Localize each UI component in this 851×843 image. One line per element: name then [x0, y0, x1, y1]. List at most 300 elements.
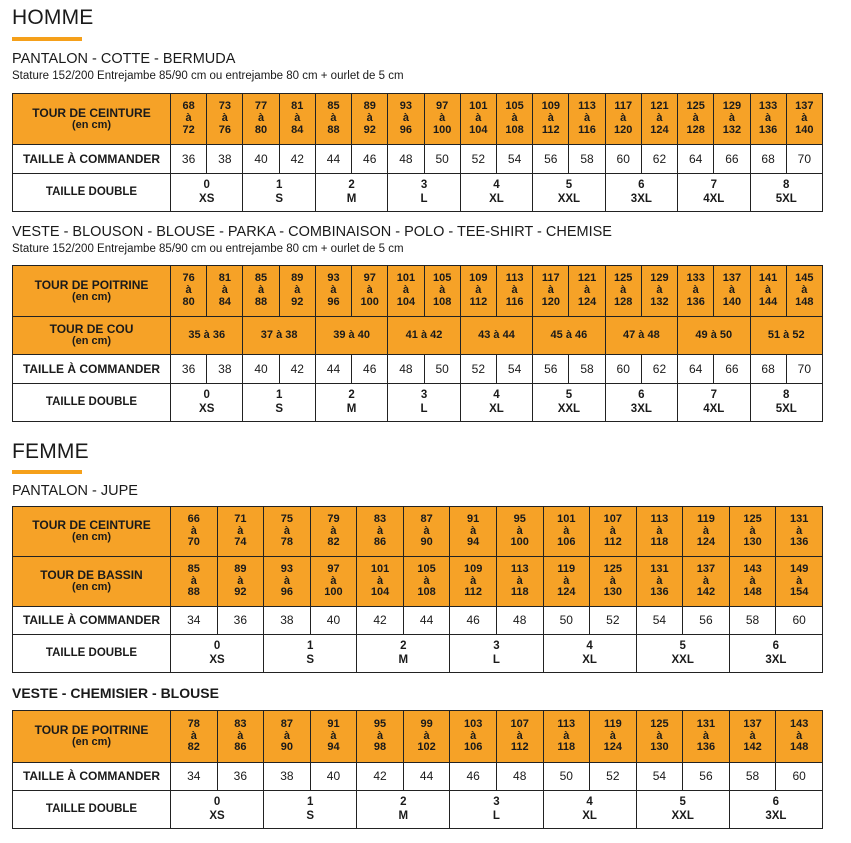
range-max: 96 — [399, 123, 413, 136]
range-max: 132 — [722, 123, 742, 136]
row-tour-de-bassin — [13, 557, 823, 607]
range-min: 105 — [505, 100, 524, 113]
range-max: 108 — [432, 295, 452, 308]
range-connector: à — [609, 574, 616, 587]
range-cell — [776, 557, 823, 607]
range-max: 116 — [505, 295, 524, 308]
table-title-femme-veste: VESTE - CHEMISIER - BLOUSE — [12, 685, 219, 701]
double-size-cell — [450, 791, 543, 829]
row-header-unit: (en cm) — [71, 118, 112, 131]
range-max: 90 — [280, 741, 294, 754]
double-size-label: 3XL — [765, 809, 787, 822]
range-min: 137 — [722, 272, 742, 285]
range-connector: à — [620, 112, 627, 125]
range-connector: à — [190, 729, 197, 742]
range-max: 128 — [686, 123, 705, 136]
value-cell: 62 — [641, 355, 677, 384]
range-connector: à — [749, 524, 756, 537]
range-max: 120 — [614, 123, 633, 136]
double-size-number: 6 — [772, 796, 780, 809]
range-connector: à — [796, 729, 803, 742]
value-cell: 56 — [683, 763, 730, 791]
range-min: 119 — [697, 512, 715, 525]
range-cell — [460, 266, 496, 317]
value-cell: 41 à 42 — [388, 317, 460, 355]
row-header — [13, 711, 171, 763]
range-connector: à — [692, 112, 699, 125]
double-size-number: 4 — [493, 389, 500, 402]
range-cell — [569, 266, 605, 317]
range-min: 113 — [505, 272, 524, 285]
range-max: 112 — [510, 741, 529, 754]
range-min: 85 — [254, 272, 268, 285]
range-min: 129 — [650, 272, 669, 285]
range-min: 87 — [420, 512, 433, 525]
range-connector: à — [257, 112, 265, 125]
double-size-label: XXL — [557, 402, 581, 415]
range-connector: à — [475, 284, 482, 297]
range-min: 93 — [280, 562, 294, 575]
double-size-number: 0 — [213, 640, 221, 653]
value-cell: 35 à 36 — [171, 317, 243, 355]
range-max: 80 — [254, 123, 268, 136]
range-cell — [243, 94, 279, 145]
range-min: 131 — [650, 562, 669, 575]
range-max: 142 — [743, 741, 762, 754]
range-min: 85 — [327, 100, 340, 113]
range-connector: à — [547, 284, 554, 297]
double-size-number: 4 — [586, 796, 593, 809]
double-size-cell — [605, 174, 677, 212]
double-size-cell — [171, 174, 243, 212]
range-max: 136 — [650, 586, 669, 599]
range-max: 136 — [686, 295, 705, 308]
value-cell: 42 — [357, 607, 404, 635]
row-header-label: TAILLE DOUBLE — [45, 395, 138, 408]
double-size-number: 4 — [586, 640, 593, 653]
range-connector: à — [376, 729, 384, 742]
range-min: 117 — [541, 272, 560, 285]
row-header — [13, 317, 171, 355]
range-max: 108 — [417, 586, 436, 599]
double-size-cell — [171, 791, 264, 829]
range-min: 113 — [650, 512, 669, 525]
value-cell: 64 — [678, 145, 714, 174]
table-subtitle-homme-veste: Stature 152/200 Entrejambe 85/90 cm ou entrejambe 80 cm + ourlet de 5 cm — [12, 243, 404, 255]
value-cell: 48 — [496, 607, 543, 635]
range-connector: à — [423, 574, 430, 587]
double-size-cell — [729, 635, 822, 673]
range-cell — [636, 711, 683, 763]
row-header — [13, 507, 171, 557]
value-cell: 36 — [171, 145, 207, 174]
double-size-label: 3XL — [765, 653, 787, 666]
range-max: 118 — [557, 741, 576, 754]
range-min: 109 — [463, 562, 483, 575]
range-max: 104 — [370, 586, 390, 599]
value-cell: 42 — [279, 355, 315, 384]
value-cell: 62 — [641, 145, 677, 174]
range-min: 97 — [327, 562, 340, 575]
range-cell — [352, 94, 388, 145]
value-cell: 40 — [310, 763, 357, 791]
value-cell: 44 — [315, 145, 351, 174]
range-cell — [590, 507, 637, 557]
range-cell — [678, 94, 714, 145]
range-connector: à — [563, 729, 570, 742]
range-min: 131 — [696, 717, 716, 730]
row-header — [13, 355, 171, 384]
range-min: 89 — [234, 562, 247, 575]
range-connector: à — [330, 284, 337, 297]
value-cell: 54 — [636, 607, 683, 635]
range-min: 89 — [291, 272, 304, 285]
row-taille-a-commander — [13, 355, 823, 384]
range-max: 140 — [722, 295, 742, 308]
range-min: 133 — [686, 272, 705, 285]
range-max: 112 — [464, 586, 483, 599]
double-size-label: S — [306, 809, 315, 822]
range-cell — [171, 507, 218, 557]
range-max: 80 — [182, 295, 195, 308]
range-connector: à — [366, 112, 373, 125]
range-max: 92 — [291, 295, 304, 308]
range-connector: à — [402, 284, 409, 297]
double-size-cell — [636, 635, 729, 673]
range-connector: à — [516, 574, 523, 587]
range-cell — [496, 711, 543, 763]
range-max: 124 — [696, 536, 716, 549]
range-min: 95 — [373, 717, 387, 730]
range-min: 77 — [254, 100, 268, 113]
value-cell: 46 — [450, 763, 497, 791]
range-cell — [533, 94, 569, 145]
double-size-label: XXL — [671, 653, 694, 666]
double-size-label: S — [306, 653, 315, 666]
double-size-cell — [357, 791, 450, 829]
row-tour-de-ceinture — [13, 94, 823, 145]
range-max: 118 — [510, 586, 529, 599]
range-min: 101 — [396, 272, 416, 285]
value-cell: 46 — [352, 355, 388, 384]
range-cell — [207, 266, 243, 317]
range-max: 98 — [373, 741, 387, 754]
double-size-cell — [450, 635, 543, 673]
row-header-label: TAILLE À COMMANDER — [22, 361, 161, 376]
row-header-label: TAILLE À COMMANDER — [22, 613, 161, 628]
range-cell — [636, 557, 683, 607]
value-cell: 38 — [264, 607, 311, 635]
row-taille-double — [13, 174, 823, 212]
size-table-femme-pantalon — [12, 506, 823, 673]
row-taille-a-commander — [13, 763, 823, 791]
value-cell: 39 à 40 — [315, 317, 387, 355]
row-tour-de-poitrine — [13, 266, 823, 317]
range-connector: à — [656, 112, 663, 125]
value-cell: 48 — [496, 763, 543, 791]
size-table-homme-veste — [12, 265, 823, 422]
range-max: 82 — [327, 536, 340, 549]
double-size-cell — [171, 384, 243, 422]
row-taille-double — [13, 384, 823, 422]
row-taille-a-commander — [13, 145, 823, 174]
range-min: 109 — [469, 272, 488, 285]
range-max: 96 — [280, 586, 294, 599]
range-cell — [776, 711, 823, 763]
value-cell: 44 — [403, 607, 450, 635]
range-cell — [641, 94, 677, 145]
range-connector: à — [470, 524, 477, 537]
range-cell — [264, 507, 311, 557]
value-cell: 52 — [590, 607, 637, 635]
row-header-label: TAILLE À COMMANDER — [22, 769, 161, 784]
value-cell: 66 — [714, 145, 750, 174]
range-max: 100 — [432, 123, 452, 136]
range-connector: à — [728, 112, 735, 125]
row-tour-de-poitrine — [13, 711, 823, 763]
range-min: 105 — [417, 562, 436, 575]
range-cell — [279, 94, 315, 145]
double-size-label: 4XL — [703, 192, 725, 205]
range-cell — [315, 94, 351, 145]
range-cell — [543, 507, 590, 557]
range-connector: à — [283, 574, 290, 587]
value-cell: 42 — [357, 763, 404, 791]
range-max: 106 — [557, 536, 576, 549]
row-header-label: TOUR DE BASSIN — [40, 568, 143, 583]
double-size-number: 0 — [203, 179, 210, 192]
section-underline — [12, 37, 82, 41]
value-cell: 58 — [569, 145, 605, 174]
range-connector: à — [583, 112, 591, 125]
double-size-label: XS — [199, 402, 215, 415]
double-size-number: 8 — [783, 389, 790, 402]
double-size-cell — [750, 174, 823, 212]
range-max: 88 — [187, 586, 200, 599]
double-size-cell — [388, 174, 460, 212]
range-cell — [496, 94, 532, 145]
value-cell: 36 — [217, 763, 264, 791]
range-max: 108 — [505, 123, 524, 136]
range-cell — [217, 711, 264, 763]
range-max: 88 — [327, 123, 340, 136]
range-min: 81 — [218, 272, 231, 285]
range-cell — [683, 507, 730, 557]
value-cell: 49 à 50 — [678, 317, 750, 355]
double-size-number: 3 — [493, 796, 500, 809]
range-min: 143 — [789, 717, 809, 730]
double-size-label: M — [398, 653, 409, 666]
double-size-cell — [750, 384, 823, 422]
range-max: 92 — [363, 123, 376, 136]
range-max: 124 — [557, 586, 576, 599]
range-cell — [543, 557, 590, 607]
range-max: 86 — [234, 741, 247, 754]
range-connector: à — [728, 284, 735, 297]
range-max: 128 — [614, 295, 633, 308]
range-connector: à — [221, 284, 228, 297]
value-cell: 43 à 44 — [460, 317, 532, 355]
double-size-label: L — [492, 653, 500, 666]
row-header-label: TOUR DE CEINTURE — [32, 518, 151, 533]
range-cell — [243, 266, 279, 317]
range-min: 83 — [373, 512, 387, 525]
range-min: 83 — [234, 717, 247, 730]
double-size-cell — [357, 635, 450, 673]
range-connector: à — [294, 112, 301, 125]
value-cell: 52 — [460, 355, 496, 384]
double-size-cell — [543, 791, 636, 829]
range-min: 113 — [578, 100, 596, 113]
range-min: 125 — [603, 562, 623, 575]
range-cell — [543, 711, 590, 763]
range-min: 81 — [291, 100, 304, 113]
double-size-label: L — [420, 402, 428, 415]
range-cell — [310, 557, 357, 607]
range-max: 90 — [420, 536, 433, 549]
value-cell: 40 — [310, 607, 357, 635]
double-size-label: 4XL — [703, 402, 725, 415]
double-size-label: 3XL — [630, 192, 652, 205]
range-connector: à — [330, 574, 337, 587]
value-cell: 68 — [750, 355, 786, 384]
table-title-homme-pantalon: PANTALON - COTTE - BERMUDA — [12, 51, 236, 67]
row-header-label: TAILLE DOUBLE — [45, 802, 138, 815]
value-cell: 40 — [243, 145, 279, 174]
range-cell — [683, 557, 730, 607]
double-size-label: M — [398, 809, 409, 822]
value-cell: 44 — [315, 355, 351, 384]
double-size-cell — [243, 174, 315, 212]
row-header — [13, 557, 171, 607]
range-max: 130 — [650, 741, 669, 754]
range-max: 94 — [327, 741, 340, 754]
value-cell: 36 — [171, 355, 207, 384]
range-connector: à — [511, 112, 518, 125]
value-cell: 58 — [729, 763, 776, 791]
range-cell — [264, 557, 311, 607]
double-size-number: 6 — [638, 389, 645, 402]
range-max: 92 — [234, 586, 247, 599]
row-header-unit: (en cm) — [71, 736, 112, 749]
double-size-number: 5 — [679, 640, 686, 653]
range-connector: à — [257, 284, 265, 297]
range-max: 116 — [578, 123, 596, 136]
range-max: 88 — [254, 295, 268, 308]
range-max: 136 — [696, 741, 716, 754]
range-max: 112 — [603, 536, 622, 549]
range-cell — [279, 266, 315, 317]
double-size-cell — [460, 174, 532, 212]
range-connector: à — [702, 574, 710, 587]
range-max: 100 — [324, 586, 343, 599]
range-connector: à — [609, 729, 616, 742]
value-cell: 70 — [786, 355, 822, 384]
double-size-cell — [388, 384, 460, 422]
range-cell — [605, 94, 641, 145]
double-size-number: 4 — [493, 179, 500, 192]
range-connector: à — [237, 524, 244, 537]
range-min: 87 — [280, 717, 294, 730]
range-max: 130 — [743, 536, 762, 549]
range-min: 91 — [327, 717, 340, 730]
range-cell — [460, 94, 496, 145]
double-size-number: 2 — [400, 640, 407, 653]
range-min: 107 — [603, 512, 623, 525]
range-cell — [590, 557, 637, 607]
range-max: 112 — [541, 123, 560, 136]
double-size-cell — [678, 384, 750, 422]
value-cell: 56 — [533, 145, 569, 174]
range-connector: à — [563, 524, 570, 537]
range-max: 76 — [218, 123, 231, 136]
range-cell — [450, 507, 497, 557]
range-cell — [403, 557, 450, 607]
range-cell — [217, 507, 264, 557]
double-size-cell — [264, 791, 357, 829]
double-size-cell — [678, 174, 750, 212]
value-cell: 38 — [207, 145, 243, 174]
range-cell — [496, 266, 532, 317]
range-min: 149 — [789, 562, 809, 575]
double-size-label: 3XL — [630, 402, 652, 415]
range-cell — [678, 266, 714, 317]
range-connector: à — [330, 112, 337, 125]
range-connector: à — [470, 729, 477, 742]
range-min: 101 — [557, 512, 576, 525]
range-connector: à — [702, 524, 710, 537]
range-min: 79 — [327, 512, 340, 525]
value-cell: 50 — [543, 607, 590, 635]
range-cell — [171, 94, 207, 145]
range-cell — [729, 507, 776, 557]
value-cell: 44 — [403, 763, 450, 791]
range-connector: à — [402, 112, 409, 125]
value-cell: 58 — [569, 355, 605, 384]
double-size-cell — [605, 384, 677, 422]
range-connector: à — [620, 284, 627, 297]
row-header — [13, 791, 171, 829]
value-cell: 56 — [683, 607, 730, 635]
range-min: 93 — [399, 100, 413, 113]
range-connector: à — [470, 574, 477, 587]
value-cell: 45 à 46 — [533, 317, 605, 355]
range-min: 137 — [696, 562, 716, 575]
range-max: 84 — [291, 123, 304, 136]
value-cell: 38 — [207, 355, 243, 384]
range-max: 142 — [696, 586, 716, 599]
range-connector: à — [185, 284, 192, 297]
range-connector: à — [330, 524, 337, 537]
range-min: 97 — [363, 272, 376, 285]
value-cell: 42 — [279, 145, 315, 174]
double-size-cell — [315, 384, 387, 422]
range-cell — [776, 507, 823, 557]
range-cell — [424, 94, 460, 145]
row-header — [13, 635, 171, 673]
range-cell — [641, 266, 677, 317]
row-header-label: TAILLE DOUBLE — [45, 646, 138, 659]
range-max: 100 — [360, 295, 379, 308]
row-header — [13, 145, 171, 174]
range-connector: à — [749, 729, 756, 742]
range-cell — [605, 266, 641, 317]
range-cell — [496, 507, 543, 557]
range-cell — [590, 711, 637, 763]
section-title-homme: HOMME — [12, 6, 94, 29]
double-size-number: 1 — [306, 796, 314, 809]
range-min: 101 — [469, 100, 488, 113]
